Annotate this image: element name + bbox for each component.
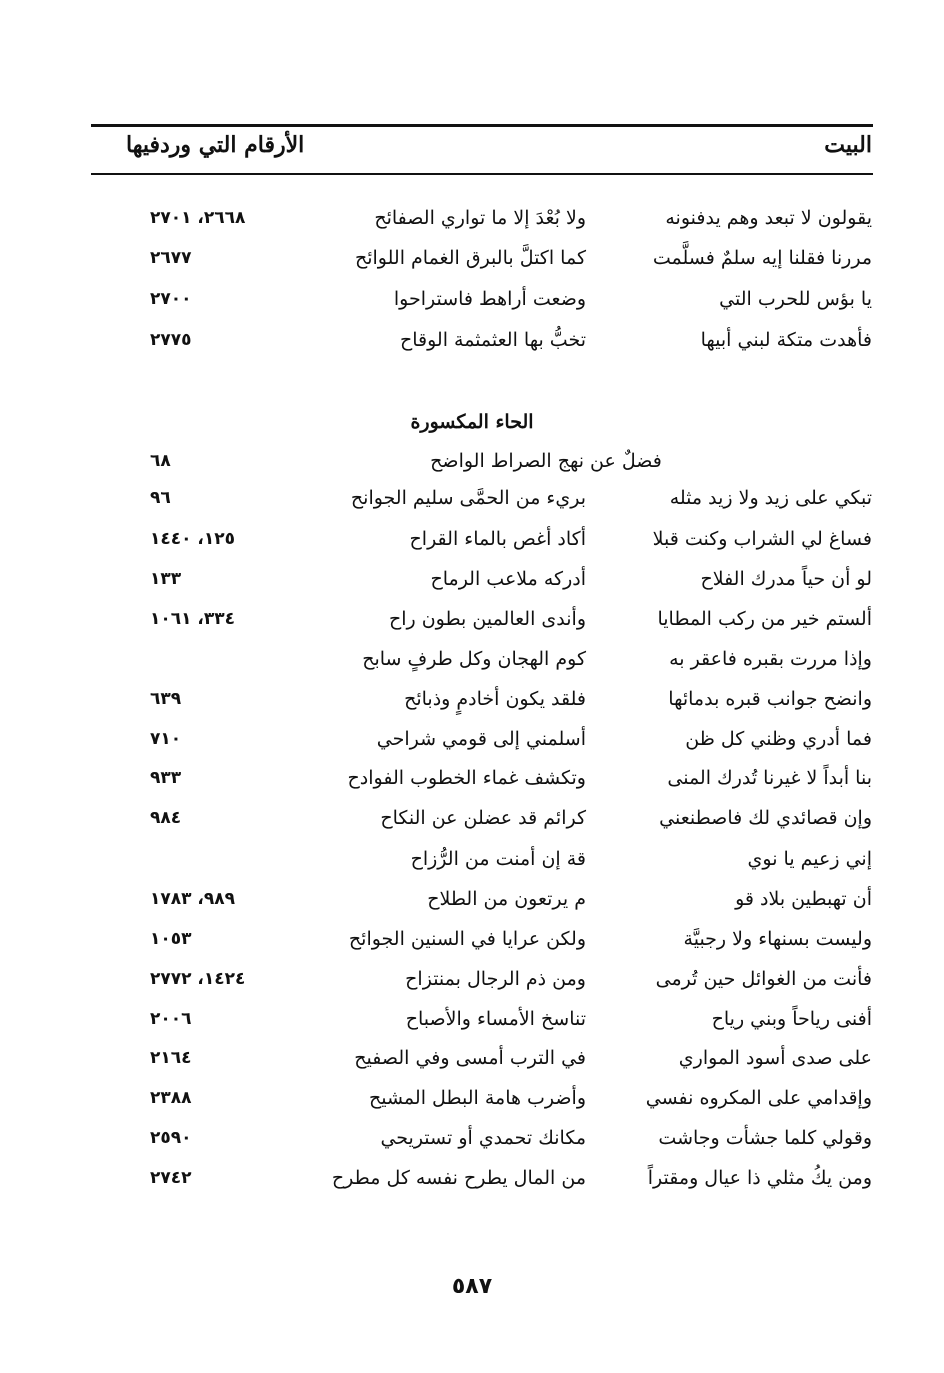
reference-numbers: ٧١٠ xyxy=(150,729,182,749)
reference-numbers: ٢٧٠٠ xyxy=(150,289,192,309)
verse-row xyxy=(0,481,944,515)
verse-row xyxy=(0,1081,944,1115)
verse-row xyxy=(0,241,944,275)
header-top-rule xyxy=(91,124,873,127)
verse-row xyxy=(0,682,944,716)
second-hemistich: بريء من الحمَّى سليم الجوانح xyxy=(350,487,586,509)
reference-numbers: ٢٦٦٨، ٢٧٠١ xyxy=(150,208,246,228)
reference-numbers: ٢٧٧٥ xyxy=(150,330,192,350)
second-hemistich: ومن ذم الرجال بمنتزاح xyxy=(405,968,586,990)
reference-numbers: ١٠٥٣ xyxy=(150,929,192,949)
first-hemistich: أن تهبطين بلاد قو xyxy=(735,888,872,910)
reference-numbers: ٦٨ xyxy=(150,451,171,471)
reference-numbers: ٢٥٩٠ xyxy=(150,1128,192,1148)
second-hemistich: في الترب أمسى وفي الصفيح xyxy=(354,1047,586,1069)
verse-row xyxy=(0,323,944,357)
first-hemistich: يقولون لا تبعد وهم يدفنونه xyxy=(665,207,872,229)
first-hemistich: فما أدري وظني كل ظن xyxy=(685,728,872,750)
verse-row xyxy=(0,801,944,835)
reference-numbers: ٣٣٤، ١٠٦١ xyxy=(150,609,236,629)
header-verse-title: البيت xyxy=(824,132,872,158)
second-hemistich: كرائم قد عضلن عن النكاح xyxy=(380,807,586,829)
verse-row xyxy=(0,602,944,636)
second-hemistich: كوم الهجان وكل طرفٍ سابح xyxy=(362,648,586,670)
reference-numbers: ١٤٢٤، ٢٧٧٢ xyxy=(150,969,246,989)
reference-numbers: ٩٨٤ xyxy=(150,808,182,828)
verse-row xyxy=(0,562,944,596)
first-hemistich: وإقدامي على المكروه نفسي xyxy=(645,1087,872,1109)
verse-row-single xyxy=(0,444,944,478)
verse-row xyxy=(0,882,944,916)
second-hemistich: وضعت أراهط فاستراحوا xyxy=(393,288,586,310)
first-hemistich: لو أن حياً مدرك الفلاح xyxy=(700,568,872,590)
first-hemistich: يا بؤس للحرب التي xyxy=(719,288,872,310)
reference-numbers: ٩٦ xyxy=(150,488,171,508)
verse-row xyxy=(0,922,944,956)
reference-numbers: ٩٨٩، ١٧٨٣ xyxy=(150,889,236,909)
verse-row xyxy=(0,842,944,876)
verse-row xyxy=(0,1121,944,1155)
first-hemistich: تبكي على زيد ولا زيد مثله xyxy=(669,487,872,509)
second-hemistich: تخبُّ بها العثمثمة الوقاح xyxy=(399,329,586,351)
second-hemistich: أدركه ملاعب الرماح xyxy=(430,568,586,590)
verse-row xyxy=(0,522,944,556)
reference-numbers: ٢٣٨٨ xyxy=(150,1088,192,1108)
second-hemistich: فلقد يكون أخادمٍ وذبائح xyxy=(404,688,586,710)
reference-numbers: ١٣٣ xyxy=(150,569,182,589)
first-hemistich: وقولي كلما جشأت وجاشت xyxy=(658,1127,872,1149)
verse-row xyxy=(0,1002,944,1036)
reference-numbers: ٩٣٣ xyxy=(150,768,182,788)
reference-numbers: ٢٧٤٢ xyxy=(150,1168,192,1188)
single-line-verse: فضلٌ عن نهج الصراط الواضح xyxy=(430,450,662,472)
first-hemistich: على صدى أسود المواري xyxy=(678,1047,872,1069)
verse-row xyxy=(0,1161,944,1195)
second-hemistich: من المال يطرح نفسه كل مطرح xyxy=(331,1167,586,1189)
second-hemistich: وأندى العالمين بطون راح xyxy=(388,608,586,630)
second-hemistich: قة إن أمنت من الرُّزاح xyxy=(410,848,586,870)
header-numbers-title: الأرقام التي وردفيها xyxy=(126,132,305,158)
first-hemistich: وإذا مررت بقبره فاعقر به xyxy=(669,648,872,670)
page-number: ٥٨٧ xyxy=(451,1274,493,1299)
first-hemistich: أفنى رياحاً وبني رياح xyxy=(711,1008,872,1030)
first-hemistich: إني زعيم يا نوي xyxy=(747,848,872,870)
first-hemistich: ألستم خير من ركب المطايا xyxy=(657,608,872,630)
first-hemistich: وانضح جوانب قبره بدمائها xyxy=(668,688,872,710)
first-hemistich: فأنت من الغوائل حين تُرمى xyxy=(655,968,872,990)
second-hemistich: م يرتعون من الطلاح xyxy=(427,888,586,910)
verse-row xyxy=(0,722,944,756)
header-bottom-rule xyxy=(91,173,873,175)
verse-row xyxy=(0,201,944,235)
verse-row xyxy=(0,1041,944,1075)
verse-row xyxy=(0,761,944,795)
first-hemistich: فأهدت متكة لبني أبيها xyxy=(700,329,872,351)
reference-numbers: ٢٦٧٧ xyxy=(150,248,192,268)
verse-row xyxy=(0,282,944,316)
second-hemistich: تناسخ الأمساء والأصباح xyxy=(405,1008,586,1030)
first-hemistich: مررنا فقلنا إيه سلمٌ فسلَّمت xyxy=(652,247,872,269)
first-hemistich: ومن يكُ مثلي ذا عيال ومقتراً xyxy=(647,1167,872,1189)
first-hemistich: وإن قصائدي لك فاصطنعني xyxy=(659,807,872,829)
reference-numbers: ٢٠٠٦ xyxy=(150,1009,192,1029)
section-title: الحاء المكسورة xyxy=(410,411,534,433)
second-hemistich: كما اكتلَّ بالبرق الغمام اللوائح xyxy=(354,247,586,269)
first-hemistich: بنا أبداً لا غيرنا تُدرك المنى xyxy=(667,767,872,789)
second-hemistich: وأضرب هامة البطل المشيح xyxy=(368,1087,586,1109)
second-hemistich: وتكشف غماء الخطوب الفوادح xyxy=(347,767,586,789)
second-hemistich: أسلمني إلى قومي شراحي xyxy=(376,728,586,750)
reference-numbers: ٢١٦٤ xyxy=(150,1048,192,1068)
second-hemistich: ولكن عرايا في السنين الجوائح xyxy=(348,928,586,950)
reference-numbers: ٦٣٩ xyxy=(150,689,182,709)
second-hemistich: مكانك تحمدي أو تستريحي xyxy=(380,1127,586,1149)
first-hemistich: وليست بسنهاء ولا رجبيَّة xyxy=(683,928,872,950)
second-hemistich: ولا بُعْدَ إلا ما تواري الصفائح xyxy=(374,207,586,229)
verse-row xyxy=(0,642,944,676)
verse-row xyxy=(0,962,944,996)
first-hemistich: فساغ لي الشراب وكنت قبلا xyxy=(652,528,872,550)
reference-numbers: ١٢٥، ١٤٤٠ xyxy=(150,529,236,549)
second-hemistich: أكاد أغص بالماء القراح xyxy=(409,528,586,550)
